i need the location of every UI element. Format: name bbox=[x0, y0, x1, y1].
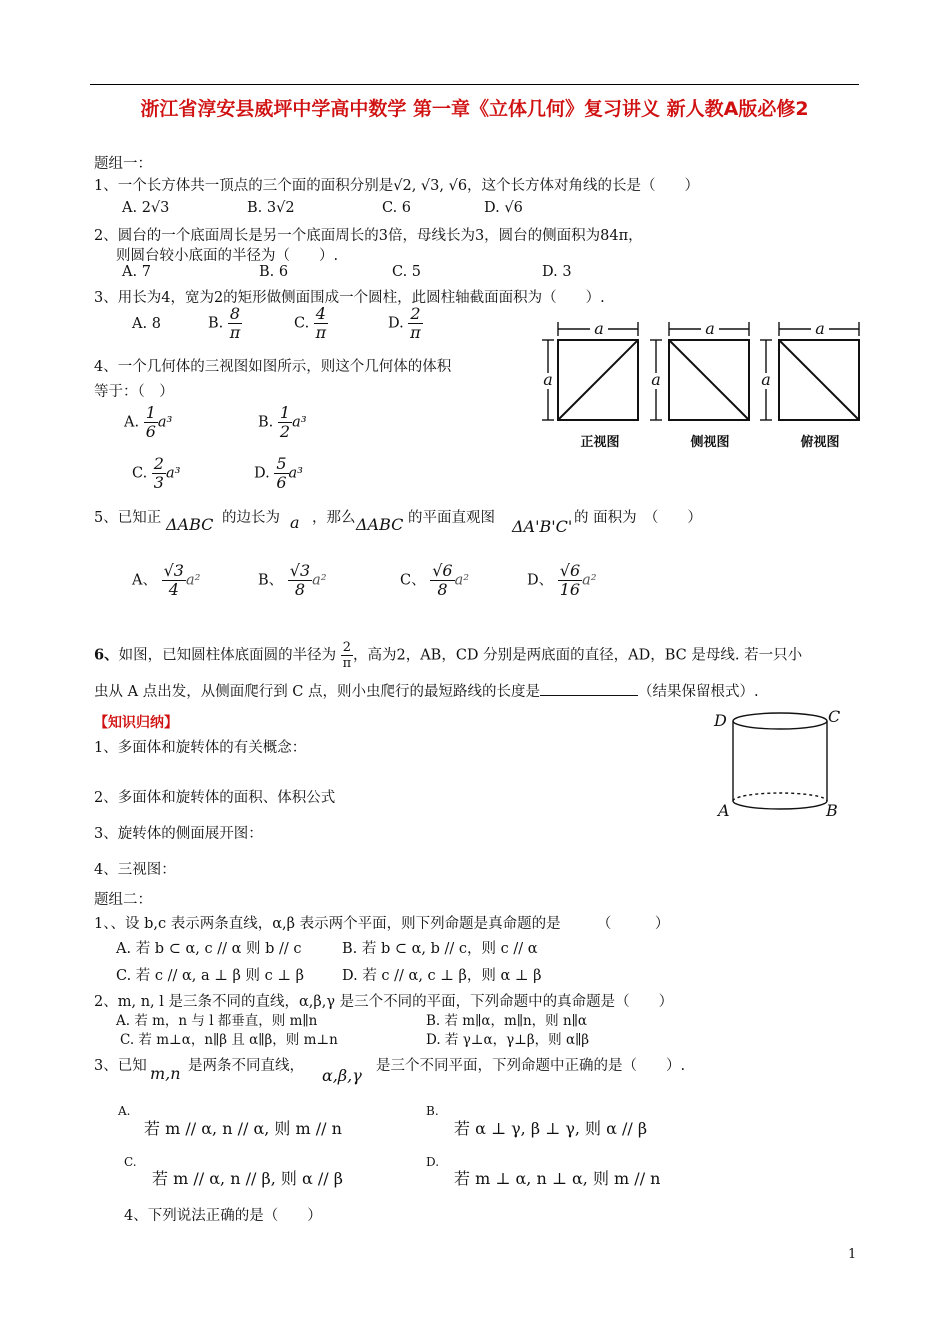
q5-option-d bbox=[527, 562, 597, 599]
point-a-label: A bbox=[718, 801, 730, 820]
q6-line1 bbox=[94, 640, 802, 671]
q4-d-label: D. bbox=[254, 465, 270, 482]
q6-answer-blank[interactable] bbox=[540, 683, 638, 696]
q5-d-num: √6 bbox=[559, 561, 581, 580]
g2-q2-option-b: B. 若 m∥α，m∥n，则 n∥α bbox=[426, 1013, 588, 1029]
q3-c-fraction bbox=[314, 305, 328, 342]
q4-a-label: A. bbox=[124, 414, 140, 431]
q4-option-c bbox=[132, 455, 180, 492]
q6-p2: ，高为2，AB，CD 分别是两底面的直径，AD，BC 是母线. 若一只小 bbox=[352, 647, 803, 664]
q5-d-fraction bbox=[558, 562, 582, 599]
q3-b-num: 8 bbox=[229, 304, 241, 323]
q5-tri2: ΔABC bbox=[356, 515, 404, 534]
top-view-diagonal bbox=[779, 340, 859, 420]
q5-d-tail: a² bbox=[582, 572, 597, 589]
cylinder-top-ellipse bbox=[733, 713, 827, 729]
q6-r-den: π bbox=[342, 656, 352, 671]
q3-b-label: B. bbox=[208, 315, 224, 332]
q2-option-a: A. 7 bbox=[122, 264, 151, 280]
q5-b-fraction bbox=[288, 562, 312, 599]
q3-b-den: π bbox=[229, 323, 241, 342]
q3-d-den: π bbox=[410, 323, 421, 342]
q4-c-den: 3 bbox=[153, 473, 164, 492]
cylinder-figure bbox=[710, 704, 850, 822]
q4-b-label: B. bbox=[258, 414, 274, 431]
g2-q3-abg: α,β,γ bbox=[322, 1066, 362, 1085]
q3-option-a: A. 8 bbox=[132, 316, 161, 332]
q5-option-b bbox=[258, 562, 327, 599]
q3-d-fraction bbox=[408, 305, 422, 342]
q5-b-num: √3 bbox=[289, 561, 311, 580]
g2-q2-option-c: C. 若 m⊥α，n∥β 且 α∥β，则 m⊥n bbox=[120, 1032, 338, 1048]
q5-tri1: ΔABC bbox=[166, 515, 214, 534]
g2-q3-p3: 是三个不同平面，下列命题中正确的是（ ）. bbox=[376, 1058, 686, 1074]
q4-a-fraction bbox=[144, 404, 158, 441]
q5-a-label: A、 bbox=[132, 572, 157, 589]
group1-heading: 题组一： bbox=[94, 156, 152, 172]
knowledge-item-1: 1、多面体和旋转体的有关概念： bbox=[94, 740, 307, 756]
top-view-caption: 俯视图 bbox=[800, 435, 840, 450]
side-width-label: a bbox=[705, 319, 715, 338]
cylinder-bottom-back bbox=[733, 793, 827, 801]
top-width-label: a bbox=[815, 319, 825, 338]
top-height-label: a bbox=[761, 370, 771, 389]
g2-q3-option-a: 若 m // α, n // α, 则 m // n bbox=[144, 1119, 342, 1138]
q5-b-tail: a² bbox=[312, 572, 327, 589]
g2-q3-b-label: B. bbox=[426, 1104, 439, 1118]
q5-c-fraction bbox=[430, 562, 454, 599]
q5-d-den: 16 bbox=[559, 580, 581, 599]
side-view-caption: 侧视图 bbox=[690, 435, 730, 450]
group2-heading: 题组二： bbox=[94, 892, 152, 908]
header-rule bbox=[90, 84, 859, 85]
side-height-label: a bbox=[651, 370, 661, 389]
q5-option-a bbox=[132, 562, 200, 599]
q3-c-den: π bbox=[315, 323, 327, 342]
q2-line1: 2、圆台的一个底面周长是另一个底面周长的3倍，母线长为3，圆台的侧面积为84π， bbox=[94, 228, 643, 244]
q6-radius-fraction bbox=[341, 640, 353, 671]
q5-b-den: 8 bbox=[294, 580, 306, 599]
q6-line2 bbox=[94, 680, 759, 701]
q4-b-num: 1 bbox=[279, 403, 291, 422]
side-view-diagonal bbox=[669, 340, 749, 420]
q4-a-den: 6 bbox=[145, 422, 156, 441]
q5-a-den: 4 bbox=[168, 580, 179, 599]
q5-c-tail: a² bbox=[454, 572, 470, 589]
q3-d-num: 2 bbox=[410, 304, 421, 323]
front-width-label: a bbox=[594, 319, 604, 338]
q2-option-c: C. 5 bbox=[392, 264, 422, 280]
q5-option-c bbox=[400, 562, 469, 599]
knowledge-item-2: 2、多面体和旋转体的面积、体积公式 bbox=[94, 790, 336, 806]
g2-q2-text: 2、m, n, l 是三条不同的直线，α,β,γ 是三个不同的平面，下列命题中的真命题是（ ） bbox=[94, 994, 674, 1010]
g2-q3-c-label: C. bbox=[124, 1155, 137, 1169]
q3-c-num: 4 bbox=[315, 304, 326, 323]
q3-option-b bbox=[208, 305, 242, 342]
q4-line1: 4、一个几何体的三视图如图所示，则这个几何体的体积 bbox=[94, 359, 452, 375]
q5-p3: ，那么 bbox=[312, 510, 356, 526]
q1-text: 1、一个长方体共一顶点的三个面的面积分别是√2, √3, √6，这个长方体对角线的长是（ ） bbox=[94, 178, 700, 194]
g2-q3-a-label: A. bbox=[118, 1104, 131, 1118]
front-view-caption: 正视图 bbox=[580, 435, 620, 450]
q4-d-den: 6 bbox=[276, 473, 287, 492]
g2-q1-option-c: C. 若 c // α, a ⊥ β 则 c ⊥ β bbox=[116, 968, 304, 984]
q5-p1: 5、已知正 bbox=[94, 510, 162, 526]
q4-d-num: 5 bbox=[276, 454, 287, 473]
g2-q3-d-label: D. bbox=[426, 1155, 440, 1169]
q4-c-label: C. bbox=[132, 465, 148, 482]
q4-b-fraction bbox=[278, 404, 292, 441]
q4-d-fraction bbox=[274, 455, 288, 492]
point-b-label: B bbox=[826, 801, 838, 820]
g2-q3-p2: 是两条不同直线， bbox=[188, 1058, 304, 1074]
q5-p2: 的边长为 bbox=[222, 510, 280, 526]
g2-q1-option-d: D. 若 c // α, c ⊥ β，则 α ⊥ β bbox=[342, 968, 542, 984]
q5-tri3: ΔA'B'C' bbox=[512, 517, 573, 536]
q5-p5: 的 面积为 （ ） bbox=[574, 510, 702, 526]
q4-option-d bbox=[254, 455, 303, 492]
q4-a-tail: a³ bbox=[157, 414, 173, 431]
q6-r-num: 2 bbox=[342, 640, 351, 655]
q4-b-tail: a³ bbox=[292, 414, 307, 431]
g2-q4-text: 4、下列说法正确的是（ ） bbox=[124, 1208, 322, 1224]
q5-c-label: C、 bbox=[400, 572, 426, 589]
point-d-label: D bbox=[714, 711, 727, 730]
q2-line2: 则圆台较小底面的半径为（ ）. bbox=[116, 248, 339, 264]
g2-q1-option-b: B. 若 b ⊂ α, b // c，则 c // α bbox=[342, 941, 538, 957]
q5-a-fraction bbox=[162, 562, 186, 599]
q6-p3: 虫从 A 点出发，从侧面爬行到 C 点，则小虫爬行的最短路线的长度是 bbox=[94, 684, 540, 700]
q4-a-num: 1 bbox=[145, 403, 156, 422]
page-title: 浙江省淳安县威坪中学高中数学 第一章《立体几何》复习讲义 新人教A版必修2 bbox=[140, 98, 809, 120]
q4-option-a bbox=[124, 404, 172, 441]
g2-q1-text: 1、、设 b,c 表示两条直线，α,β 表示两个平面，则下列命题是真命题的是 （ ） bbox=[94, 916, 670, 932]
point-c-label: C bbox=[828, 707, 841, 726]
q3-c-label: C. bbox=[294, 315, 310, 332]
q1-option-d: D. √6 bbox=[484, 200, 523, 216]
three-views-figure bbox=[538, 318, 868, 456]
g2-q3-option-b: 若 α ⊥ γ, β ⊥ γ, 则 α // β bbox=[454, 1119, 648, 1138]
cylinder-bottom-front bbox=[733, 801, 827, 809]
q4-b-den: 2 bbox=[279, 422, 291, 441]
q4-d-tail: a³ bbox=[288, 465, 303, 482]
g2-q1-option-a: A. 若 b ⊂ α, c // α 则 b // c bbox=[116, 941, 302, 957]
q6-p4: （结果保留根式）. bbox=[638, 684, 759, 700]
q5-a-num: √3 bbox=[163, 561, 184, 580]
g2-q2-option-d: D. 若 γ⊥α，γ⊥β，则 α∥β bbox=[426, 1032, 590, 1048]
g2-q2-option-a: A. 若 m，n 与 l 都垂直，则 m∥n bbox=[116, 1013, 318, 1029]
q2-option-d: D. 3 bbox=[542, 264, 572, 280]
g2-q3-p1: 3、已知 bbox=[94, 1058, 147, 1074]
knowledge-item-4: 4、三视图： bbox=[94, 862, 176, 878]
q5-var: a bbox=[290, 513, 300, 532]
knowledge-heading: 【知识归纳】 bbox=[94, 715, 178, 731]
g2-q3-option-d: 若 m ⊥ α, n ⊥ α, 则 m // n bbox=[454, 1169, 661, 1188]
q4-c-num: 2 bbox=[153, 454, 164, 473]
q5-a-tail: a² bbox=[185, 572, 201, 589]
q3-d-label: D. bbox=[388, 315, 404, 332]
q4-option-b bbox=[258, 404, 307, 441]
page-number: 1 bbox=[848, 1247, 857, 1262]
g2-q3-mn: m,n bbox=[150, 1064, 181, 1083]
knowledge-item-3: 3、旋转体的侧面展开图： bbox=[94, 826, 263, 842]
q3-option-d bbox=[388, 305, 423, 342]
q6-number: 6、 bbox=[94, 646, 119, 664]
q5-b-label: B、 bbox=[258, 572, 284, 589]
front-height-label: a bbox=[543, 370, 553, 389]
q5-p4: 的平面直观图 bbox=[408, 510, 495, 526]
q5-d-label: D、 bbox=[527, 572, 554, 589]
q2-option-b: B. 6 bbox=[259, 264, 289, 280]
q5-c-num: √6 bbox=[432, 561, 453, 580]
front-view-diagonal bbox=[558, 340, 638, 420]
q3-option-c bbox=[294, 305, 328, 342]
q3-b-fraction bbox=[228, 305, 242, 342]
q1-option-c: C. 6 bbox=[382, 200, 412, 216]
q1-option-b: B. 3√2 bbox=[247, 200, 295, 216]
q6-p1: 如图，已知圆柱体底面圆的半径为 bbox=[118, 647, 337, 664]
q1-option-a: A. 2√3 bbox=[122, 200, 170, 216]
q3-text: 3、用长为4，宽为2的矩形做侧面围成一个圆柱，此圆柱轴截面面积为（ ）. bbox=[94, 290, 605, 306]
g2-q3-option-c: 若 m // α, n // β, 则 α // β bbox=[152, 1169, 343, 1188]
q4-c-fraction bbox=[152, 455, 166, 492]
q4-c-tail: a³ bbox=[165, 465, 181, 482]
q4-line2: 等于：（ ） bbox=[94, 384, 174, 400]
q5-c-den: 8 bbox=[437, 580, 448, 599]
